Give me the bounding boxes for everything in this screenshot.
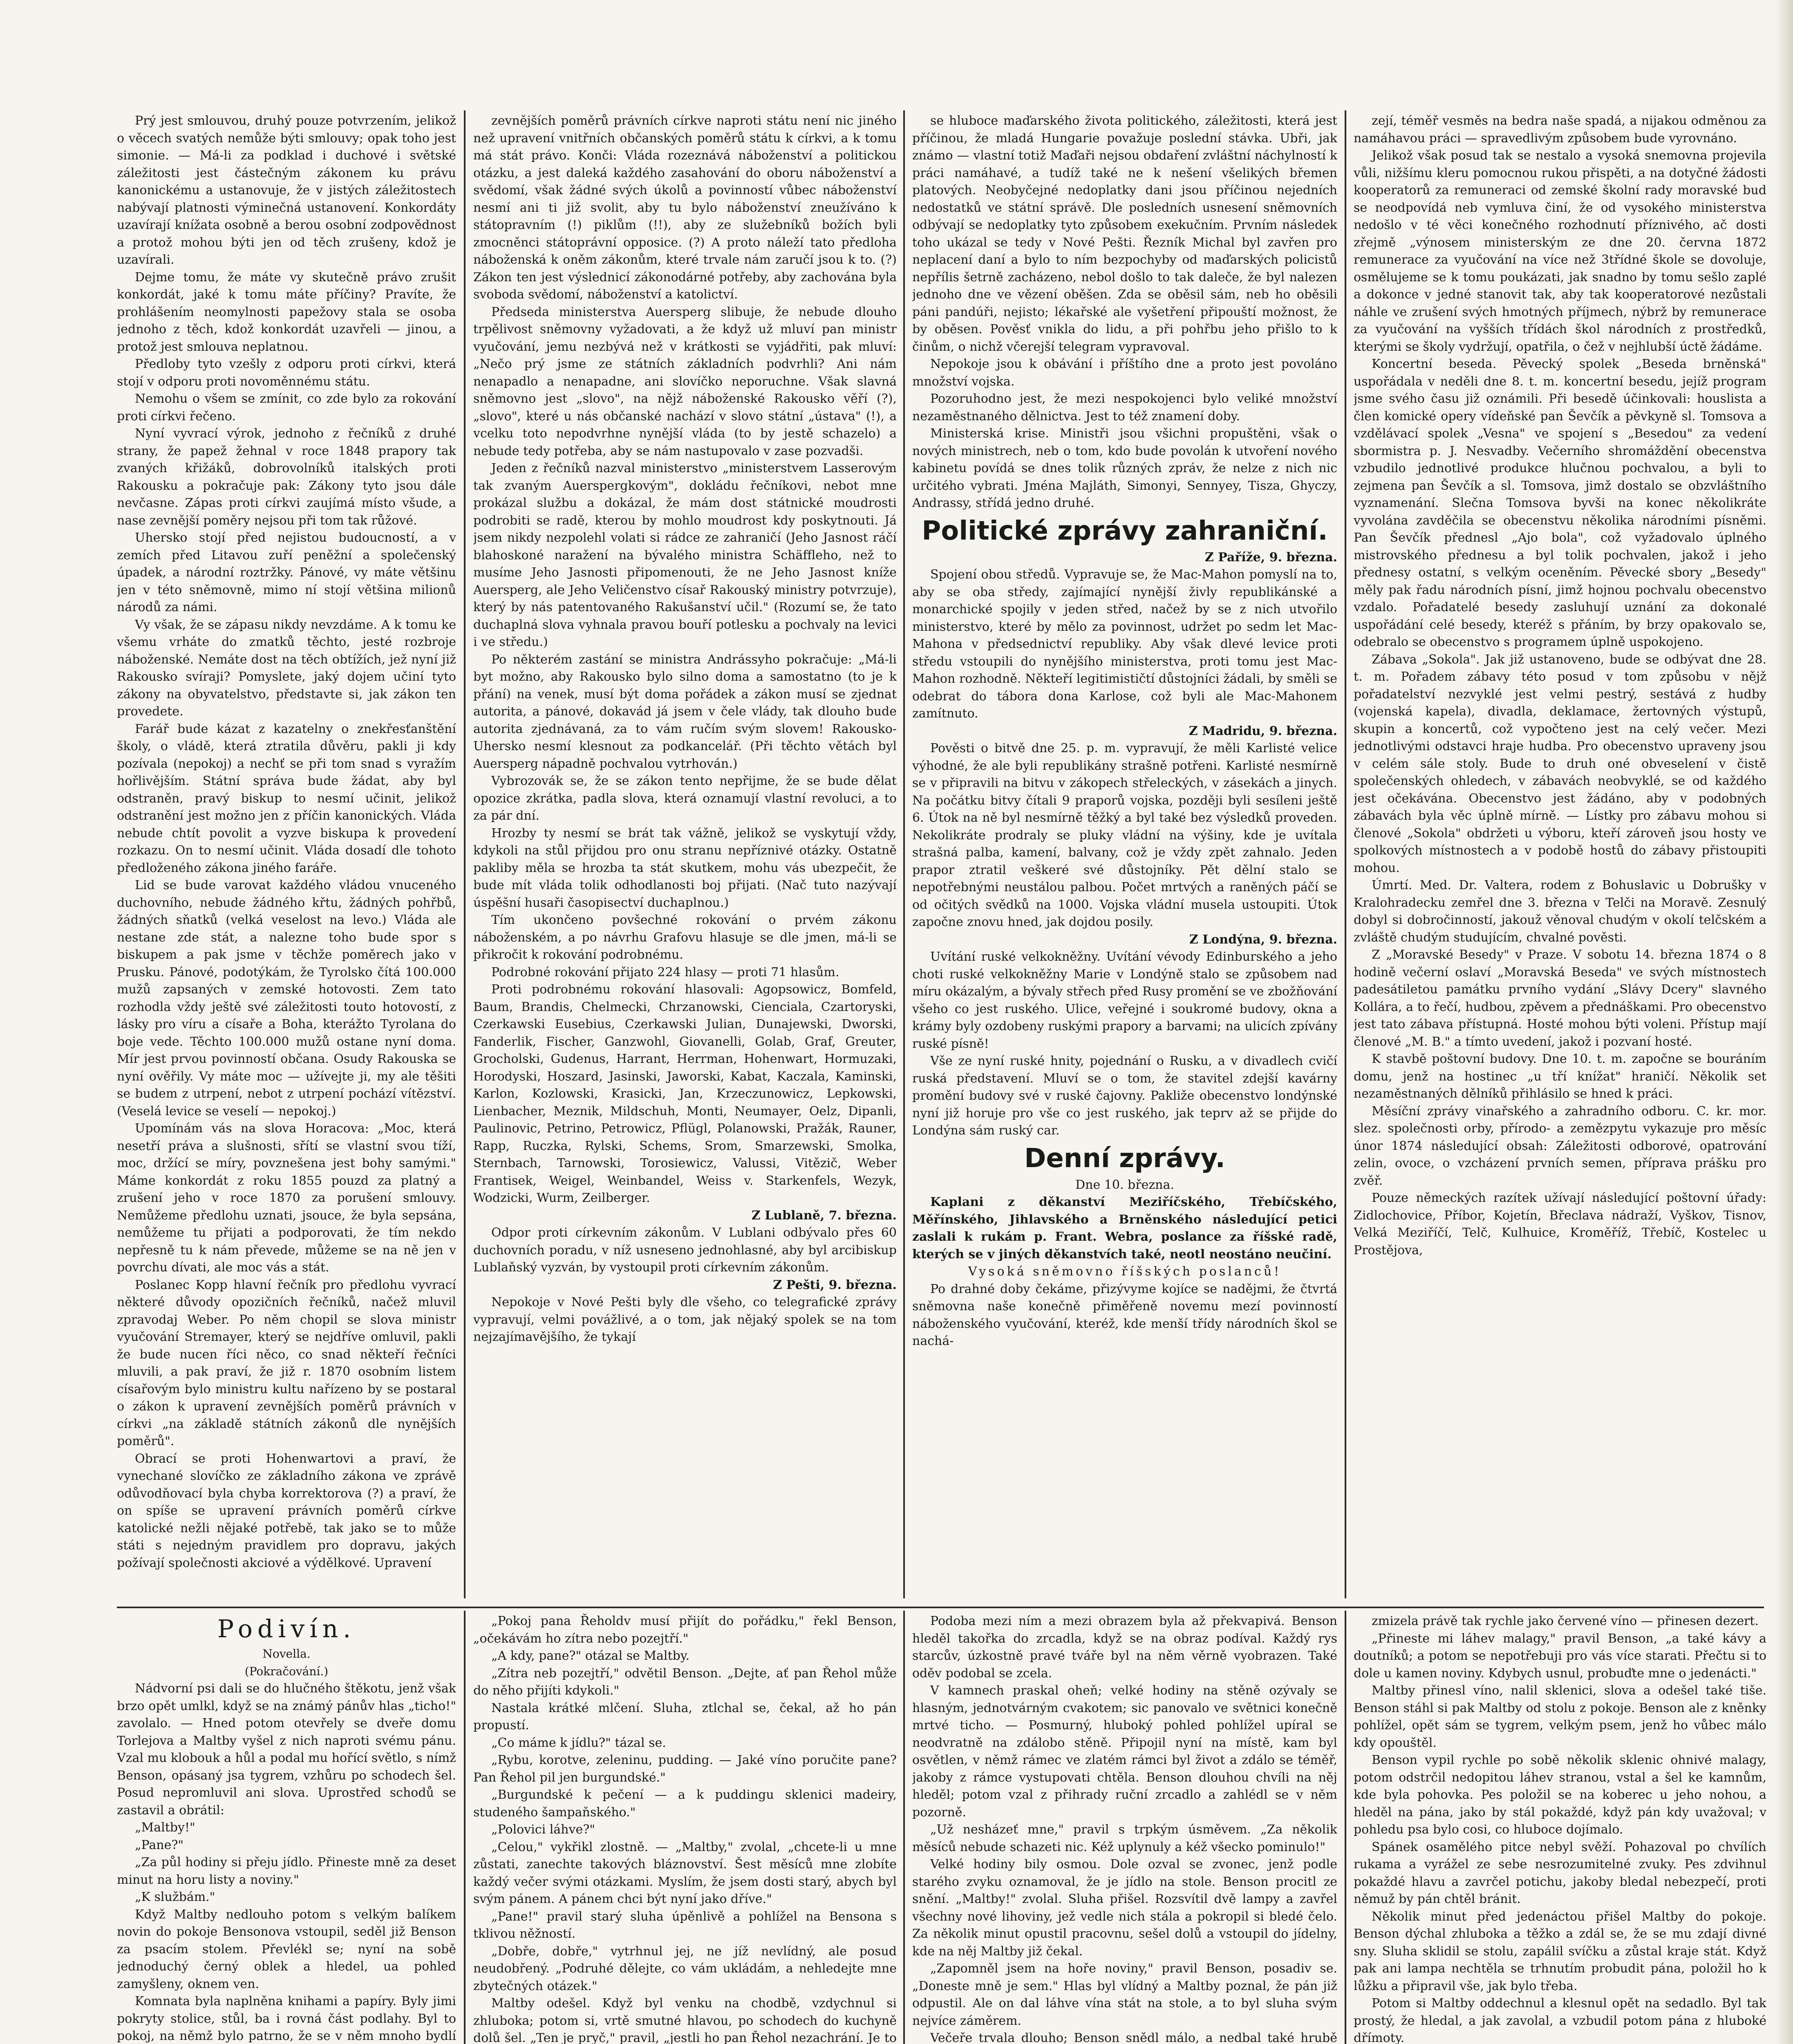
paragraph: „K službám." (135, 1890, 215, 1904)
paragraph: „A kdy, pane?" otázal se Maltby. (491, 1649, 690, 1663)
petition-salutation: Vysoká sněmovno říšských poslanců! (968, 1264, 1282, 1279)
column-rule (1345, 1611, 1346, 2044)
daily-news-headline: Denní zprávy. (1024, 1143, 1225, 1174)
feuilleton-divider (117, 1607, 1764, 1608)
paragraph: Velké hodiny bily osmou. Dole ozval se zvonec, jenž podle starého zvyku oznamoval, že je jídlo na stole. Benson procitl ze snění. „Maltby!" zvolal. Sluha přišel. Rozsvítil dvě lampy a zavřel všechny nové lihoviny, jež vedle nich stála a pokropil si bledé čelo. Za několik minut opustil pracovnu, sešel dolů a vstoupil do jídelny, kde na něj Maltby již čekal. (912, 1857, 1337, 1959)
paragraph: zejí, téměř vesměs na bedra naše spadá, a nijakou odměnou za namáhavou práci — spravedlivým způsobem bude vyrovnáno. (1354, 114, 1766, 146)
feuilleton-column-2 (473, 1613, 897, 2044)
page-edge-shadow (1775, 0, 1793, 2044)
foreign-news-headline: Politické zprávy zahraniční. (922, 515, 1328, 546)
paragraph: Nastala krátké mlčení. Sluha, ztlchal se, čekal, až ho pán propustí. (473, 1701, 897, 1732)
dateline-lublan: Z Lublaně, 7. března. (751, 1208, 897, 1223)
column-3 (912, 112, 1337, 1600)
paragraph: Když Maltby nedlouho potom s velkým balíkem novin do pokoje Bensonova vstoupil, seděl již Benson za psacím stolem. Převlékl se; nyní na sobě jednoduchý černý oblek a hledel, ua pohled zamyšleny, oknem ven. (117, 1907, 456, 1991)
paragraph: Maltby přinesl víno, nalil sklenici, slova a odešel také tiše. Benson stáhl si pak Maltby od stolu z pokoje. Benson ale z kněnky pohlížel, opět sám se tygrem, velkým psem, jenž ho vůbec málo kdy opouštěl. (1354, 1683, 1766, 1750)
paragraph: „Celou," vykřikl zlostně. — „Maltby," zvolal, „chcete-li u mne zůstati, zanechte takových bláznovství. Šest měsíců mne zlobíte každý večer svými otázkami. Myslím, že jsem dosti starý, abych byl svým pánem. A pánem chci být nyní jako dříve." (473, 1840, 897, 1906)
paragraph: „Za půl hodiny si přeju jídlo. Přineste mně za deset minut na horu listy a noviny." (117, 1855, 456, 1887)
paragraph: Odpor proti církevním zákonům. V Lublani odbývalo přes 60 duchovních poradu, v níž usneseno jednohlasné, aby byl arcibiskup Lublaňský vyzván, by vystoupil proti církevním zákonům. (473, 1226, 897, 1275)
paragraph: Několik minut před jedenáctou přišel Maltby do pokoje. Benson dýchal zhluboka a těžko a zdál se, že se mu zdají divné sny. Sluha sklidil se stolu, zapálil svíčku a zůstal kraje stát. Když pak ani lampa nechtěla se trhnutím probudit pána, položil ho k lůžku a připravil vše, jak bylo třeba. (1354, 1909, 1766, 1993)
paragraph: Nádvorní psi dali se do hlučného štěkotu, jenž však brzo opět umlkl, když se na známý pánův hlas „ticho!" zavolalo. — Hned potom otevřely se dveře domu Torlejova a Maltby vyšel z nich naproti svému pánu. Vzal mu klobouk a hůl a podal mu hořící světlo, s nímž Benson, opásaný jsa tygrem, vzhůru po schodech šel. Posud nepromluvil ani slova. Uprostřed schodů se zastavil a obrátil: (117, 1681, 456, 1818)
paragraph: Upomínám vás na slova Horacova: „Moc, která nesetří práva a slušnosti, sřítí se vlastní svou tíží, moc, držící se míry, povznešena jest bohy samými." Máme konkordát z roku 1855 pouzd za platný a zrušení jeho v roce 1870 za porušení smlouvy. Nemůžeme předlohu uznati, jsouce, že byla sepsána, nemůžeme tu přijati a podporovati, že tím nekdo nepřesně tu k nám převede, můžeme se na ně jen v povrchu dívati, ale moc vás a stát. (117, 1121, 456, 1275)
paragraph: „Pane?" (135, 1838, 184, 1852)
column-rule (903, 110, 905, 1598)
paragraph: Lid se bude varovat každého vládou vnuceného duchovního, nebude žádného křtu, žádných pohřbů, žádných sňatků (velká veselost na levo.) Vláda ale nestane zde stát, a nalezne toho bude spor s biskupem a pak jsme v těchže poměrech jako v Prusku. Pánové, podotýkám, že Tyrolsko čítá 100.000 mužů zapsaných v zemské hotovosti. Zem tato rozhodla vždy ještě své záležitosti touto hotovostí, z lásky pro víru a císaře a Boha, kterážto Tyrolana do boje vede. Těchto 100.000 mužů ostane nyní doma. Mír jest prvou povinností občana. Osudy Rakouska se nyní ověřily. Vy máte moc — užívejte ji, my ale těšiti se budem z utrpení, nebot z utrpení pochází vítězství. (Veselá levice se veselí — nepokoj.) (117, 878, 456, 1118)
paragraph: „Přineste mi láhev malagy," pravil Benson, „a také kávy a doutníků; a potom se nepotřebuji pro vás více starati. Přečtu si to dole u kamen noviny. Kdybych usnul, probuďte mne o jedenácti." (1354, 1631, 1766, 1681)
paragraph: Úmrtí. Med. Dr. Valtera, rodem z Bohuslavic u Dobrušky v Kralohradecku zemřel dne 3. března v Telči na Moravě. Zesnulý dobyl si dobročinností, jakouž věnoval chudým v okolí telčském a zvláště chudým studujícím, chvalné pověsti. (1354, 878, 1766, 945)
paragraph: Ministerská krise. Ministři jsou všichni propuštěni, však o nových ministrech, neb o tom, kdo bude povolán k utvoření nového kabinetu povídá se dnes tolik různých zpráv, že nelze z nich nic určitého vybrati. Jména Majláth, Simonyi, Sennyey, Tisza, Ghyczy, Andrassy, střídá jedno druhé. (912, 426, 1337, 510)
paragraph: „Zapomněl jsem na hoře noviny," pravil Benson, posadiv se. „Doneste mně je sem." Hlas byl vlídný a Maltby poznal, že pán již odpustil. Ale on dal láhve vína stát na stole, a to byl sluha svým nejvíce záměrem. (912, 1961, 1337, 2028)
paragraph: Kaplani z děkanství Meziříčského, Třebíčského, Měřínského, Jihlavského a Brněnského následující petici zaslali k rukám p. Frant. Webra, poslance za říšské radě, kterých se v jiných děkanstvích také, neotl neostáno neučiní. (912, 1195, 1337, 1262)
paragraph: Dejme tomu, že máte vy skutečně právo zrušit konkordát, jaké k tomu máte příčiny? Pravíte, že prohlášením neomylnosti papežovy stala se osoba jednoho z těch, kdož konkordát uzavřeli — jinou, a protož jest smlouva neplatnou. (117, 270, 456, 354)
paragraph: Vybrozovák se, že se zákon tento nepřijme, že se bude dělat opozice zkrátka, padla slova, která oznamují vlastní revoluci, a to za pár dní. (473, 774, 897, 823)
column-rule (464, 1611, 466, 2044)
paragraph: Poslanec Kopp hlavní řečník pro předlohu vyvrací některé důvody opozičních řečníků, načež mluvil zpravodaj Weber. Po něm chopil se slova ministr vyučování Stremayer, který se nejdříve omluvil, pakli že bude nucen říci něco, co snad někteří řečníci mluvili, a pak praví, že již r. 1870 osobním listem císařovým bylo ministru kultu nařízeno by se postaral o zákon k upravení zevnějších poměrů právních v církvi „na základě státních zákonů dle nynějších poměrů". (117, 1278, 456, 1448)
paragraph: Spojení obou středů. Vypravuje se, že Mac-Mahon pomyslí na to, aby se oba středy, zajímající nynější živly republikánské a monarchické spojily v jeden střed, načež by se z nich utvořilo ministerstvo, které by mělo za povinnost, udržet po sedm let Mac-Mahona v předsednictví republiky. Aby však dlevé levice proti středu vstoupili do nynějšího ministerstva, proti tomu jest Mac-Mahon rozhodně. Někteří legitimističtí důstojníci žádali, by směli se odebrat do tábora dona Karlose, což byli ale Mac-Mahonem zamítnuto. (912, 567, 1337, 721)
paragraph: Pozoruhodno jest, že mezi nespokojenci bylo veliké množství nezaměstnaného dělnictva. Jest to též znamení doby. (912, 392, 1337, 424)
paragraph: Vše ze nyní ruské hnity, pojednání o Rusku, a v divadlech cvičí ruská představení. Mluví se o tom, že stavitel zdejší kavárny promění budovy své v ruské čajovny. Pakliže obecenstvo londýnské nyní již horuje pro vše co jest ruského, jak teprv až se přijde do Londýna sám ruský car. (912, 1054, 1337, 1138)
feuilleton-continued: (Pokračování.) (244, 1664, 329, 1678)
daily-news-date: Dne 10. března. (1075, 1177, 1174, 1192)
paragraph: „Dobře, dobře," vytrhnul jej, ne jíž nevlídný, ale posud neudobřený. „Podruhé dělejte, co vám ukládám, a nehledejte mne zbytečných otázek." (473, 1944, 897, 1993)
paragraph: Komnata byla naplněna knihami a papíry. Byly jimi pokryty stolice, stůl, ba i rovná část podlahy. Byl to pokoj, na němž bylo patrno, že se v něm mnoho bydlí (117, 1994, 456, 2043)
paragraph: K stavbě poštovní budovy. Dne 10. t. m. započne se bouráním domu, jenž na hostinec „u tří knížat" hraničí. Několik set nezaměstnaných dělníků přihlásilo se hned k práci. (1354, 1052, 1766, 1101)
paragraph: Jelikož však posud tak se nestalo a vysoká snemovna projevila vůli, nižšímu kleru pomocnou rukou přispěti, a na dotyčné žádosti kooperatorů za remuneraci od zemské školní rady moravské bud se neodpovídá neb vymluva činí, že od vysokého ministerstva nedošlo v té věci konečného rozhodnutí příznivého, ač dosti zřejmě „výnosem ministerským ze dne 20. června 1872 remunerace za vyučování na více než 3třídné škole se dovoluje, osmělujeme se k tomu poukázati, jak snadno by tomu sešlo zaplé a dokonce v jedné stanovit tak, aby tak kooperatorové nezůstali náhle ve zrušení svých hmotných příjmech, nýbrž by remunerace za vyučování na vyšších třídách škol národních z prostředků, kterými se školy vydržují, opatřila, o čež v nejhlubší úctě žádáme. (1354, 148, 1766, 354)
paragraph: Pouze německých razítek užívají následující poštovní úřady: Zidlochovice, Příbor, Kojetín, Břeclava nádraží, Vyškov, Tisnov, Velká Meziříčí, Telč, Kulhuice, Kroměříž, Třebíč, Kostelec u Prostějova, (1354, 1191, 1766, 1257)
paragraph: V kamnech praskal oheň; velké hodiny na stěně ozývaly se hlasným, jednotvárným cvakotem; sic panovalo ve světnici konečně mrtvé ticho. — Posmurný, hluboký pohled pohlížel upíral se neodvratně na zdálobo stěně. Připojil nyní na místě, kam byl osvětlen, v němž rámec ve zlatém rámci byl život a zdálo se téměř, jakoby z rámce vystupovati chtěla. Benson dlouhou chvíli na něj hleděl; potom vzal z přihrady ruční zrcadlo a zahlédl se v něm pozorně. (912, 1683, 1337, 1820)
column-rule (903, 1611, 905, 2044)
paragraph: Předseda ministerstva Auersperg slibuje, že nebude dlouho trpělivost sněmovny vyžadovati, a že když už mluví pan ministr vyučování, jemu nezbývá než v krátkosti se vyjádřiti, pak mluví: „Nečo prý jsme ze státních základních podvrhli? Ani nám nenapadlo a nenapadne, ani slovíčko neporuchne. Však slavná sněmovno jest „slovo", na nějž náboženské Rakousko věří (?), „slovo", které u nás občanské nachází v slovo státní „ústava" (!), a vcelku toto nepodvrhne nynější vláda (to by jestě schazelo) a nebude tedy potřeba, aby se nám nastupovalo v zase pozvadši. (473, 305, 897, 458)
paragraph: se hluboce maďarského života politického, záležitosti, která jest příčinou, že mladá Hungarie považuje poslední stávka. Ubři, jak známo — vlastní totiž Maďaři nejsou obdaření zvláštní náchylností k práci namáhavé, a tudíž také ne k nešení všelikých břemen platových. Neobyčejné nedoplatky dani jsou příčinou nejedních nedostatků ve státní správě. Dle posledních usnesení sněmovních odbývají se nedoplatky tyto způsobem exekučním. Prvním následek toho ukázal se tedy v Nové Pešti. Řezník Michal byl zavřen pro neplacení daní a bylo to ním bezpochyby od maďarských policistů nepřílis šetrně zacházeno, nebol došlo to tak daleče, že byl nalezen jednoho dne ve vězení oběšen. Zda se oběsil sám, neb ho oběsili páni pandúři, nejisto; lékařské ale vyšetření připouští možnost, že by oběsen. Pověsť vnikla do lidu, a při pohřbu jeho přišlo to k činům, o nichž včerejší telegram vypravoval. (912, 114, 1337, 354)
paragraph: Zábava „Sokola". Jak již ustanoveno, bude se odbývat dne 28. t. m. Pořadem zábavy této posud v tom způsobu v nějž pořadatelství nezvyklé jest velmi pestrý, sestává z hudby (vojenská kapela), divadla, deklamace, žertovných výstupů, skupin a koncertů, což vypočteno jest na celý večer. Mezi jednotlivými odstavci hraje hudba. Pro obecenstvo upraveny jsou v celém sále stoly. Bude to druh oné obveselení v čistě společenských ohledech, v zábavách neobvyklé, se od každého jest očekávána. Obecenstvo jest žádáno, aby v podobných zábavách byla věc úplně mírně. — Lístky pro zábavu mohou si členové „Sokola" obdržeti u výboru, kteří zároveň jsou hosty ve spolkových místnostech a v podobě hostů do zábavy přistoupiti mohou. (1354, 652, 1766, 875)
paragraph: „Pane!" pravil starý sluha úpěnlivě a pohlížel na Bensona s tklivou něžností. (473, 1909, 897, 1941)
paragraph: Jeden z řečníků nazval ministerstvo „ministerstvem Lasserovým tak zvaným Auerspergkovým", dokládu řečníkovi, nebot mne prokázal službu a dokázal, že mám dost státnické moudrosti podrobiti se radě, kterou by mohlo moudrost kdy poskytnouti. Já jsem nikdy nezpolehl volati si rádce ze zahraničí (Jeho Jasnost ráčí blahoskoné naražení na bývalého ministra Schäffleho, než to musíme Jeho Jasnosti připomenouti, že ne Jeho Jasnost kníže Auersperg, ale Jeho Veličenstvo císař Rakouský ministry potvrzuje), který by nás patentovaného Rakušanství učil." (Rozumí se, že tato duchaplná slova vyhnala pravou bouří potlesku a pochvaly na levici i ve středu.) (473, 461, 897, 649)
paragraph: „Zítra neb pozejtří," odvětil Benson. „Dejte, ať pan Řehol může do něho přijíti kdykoli." (473, 1666, 897, 1698)
dateline-london: Z Londýna, 9. března. (1189, 932, 1337, 947)
feuilleton-column-3 (912, 1613, 1337, 2044)
paragraph: „Maltby!" (135, 1820, 195, 1835)
paragraph: Tím ukončeno povšechné rokování o prvém zákonu náboženském, a po návrhu Grafovu hlasuje se dle jmen, má-li se přikročit k rokování podrobnému. (473, 913, 897, 962)
dateline-pest: Z Pešti, 9. března. (773, 1278, 897, 1292)
paragraph: Koncertní beseda. Pěvecký spolek „Beseda brněnská" uspořádala v neděli dne 8. t. m. koncertní besedu, jejíž program jsme svého času již oznámili. Při besedě účinkovali: houslista a člen komické opery vídeňské pan Ševčík a pěvkyně sl. Tomsova a vzdělávací spolek „Vesna" ve spojení s „Besedou" za vedení sbormistra p. J. Nesvadby. Večerního shromáždění obecenstva vzbudilo jednotlivé produkce hlučnou pochvalou, a byli to zejmena pan Ševčík a sl. Tomsova, jimž dostalo se obzvláštního vyznamenání. Slečna Tomsova byvši na konec několikráte vyvolána zavděčila se obecenstvu několika národními písněmi. Pan Ševčík přednesl „Ajo bola", což vyžadovalo úplného mistrovského přednesu a byl tolik pochvalen, jakož i jeho přednesy ostatní, s velkým oceněním. Pěvecké sbory „Besedy" měly pak řadu národních písní, jimž hojnou pochvalu obecenstvo vzdalo. Pořadatelé besedy zasluhují uznání za dokonalé uspořádání celé besedy, kteréž s přáním, by brzy opakovalo se, odebralo se obecenstvo s programem úplně uspokojeno. (1354, 357, 1766, 649)
feuilleton-title: Podivín. (217, 1615, 356, 1643)
paragraph: Po některém zastání se ministra Andrássyho pokračuje: „Má-li byt možno, aby Rakousko bylo silno doma a samostatno (to je k přání) na venek, musí být doma pořádek a zákon musí se zjednat autorita, a pánové, dokavád já jsem v čele vlády, tak dlouho bude autorita zjednávaná, za to vám ručím svým slovem! Rakousko-Uhersko nesmí klesnout za podkancelář. (Při těchto větách byl Auersperg nápadně pochvalou vytrhován.) (473, 652, 897, 771)
paragraph: „Rybu, korotve, zeleninu, pudding. — Jaké víno poručite pane? Pan Řehol pil jen burgundské." (473, 1753, 897, 1785)
paragraph: Prý jest smlouvou, druhý pouze potvrzením, jelikož o věcech svatých nemůže býti smlouvy; opak toho jest simonie. — Má-li za podklad i duchové i světské záležitosti jest částečným zákonem ku právu kanonickému a ustanovuje, že v jistých záležitostech nabývají platnosti výminečná ustanovení. Konkordáty uzavírají knížata osobně a berou osobní zodpovědnost a protož mohou býti jen od těch zrušeny, kdož je uzavírali. (117, 114, 456, 267)
column-rule (1345, 110, 1346, 1598)
paragraph: Uvítání ruské velkokněžny. Uvítání vévody Edinburského a jeho choti ruské velkokněžny Marie v Londýně stalo se způsobem nad míru okázalým, a bývaly střech před Rusy promění se ve zbožňování všeho co jest ruského. Ulice, veřejné i soukromé budovy, okna a krámy byly ozdobeny ruskými prapory a barvami; na ulicích zpívány ruské písně! (912, 950, 1337, 1051)
paragraph: Obrací se proti Hohenwartovi a praví, že vynechané slovíčko ze základního zákona ve zprávě odůvodňovací byla chyba korrektorova (?) a praví, že on spíše se upravení právních poměrů církve katolické nežli nějaké potřebě, tak jako se to může státi s nejedným pravidlem pro dopravu, jakých požívají společnosti akciové a výdělkové. Upravení (117, 1451, 456, 1570)
paragraph: Nepokoje jsou k obávání i příštího dne a proto jest povoláno množství vojska. (912, 357, 1337, 389)
dateline-madrid: Z Madridu, 9. března. (1189, 724, 1337, 738)
paragraph: Vy však, že se zápasu nikdy nevzdáme. A k tomu ke všemu vrháte do zmatků těchto, jesté rozbroje náboženské. Nemáte dost na těch obtížích, jež nyní již Rakousko svíraji? Pomyslete, jaký dojem učiní tyto zákony na obyvatelstvo, představte si, jak zákon ten provedete. (117, 617, 456, 719)
paragraph: Večeře trvala dlouho; Benson snědl málo, a nedbal také hrubě (930, 2031, 1337, 2044)
paragraph: „Už nesházeť mne," pravil s trpkým úsměvem. „Za několik měsíců nebude schazeti nic. Kéž uplynuly a kéž všecko pominulo!" (912, 1822, 1337, 1854)
paragraph: Pověsti o bitvě dne 25. p. m. vypravují, že měli Karlisté velice výhodné, že ale byli republikány strašně potřeni. Karlisté nesmírně se v připravili na bitvu v zákopech střeleckých, v zásekách a jinych. Na počátku bitvy čítali 9 praporů vojska, později byli sesíleni ještě 6. Útok na ně byl nesmírně těžký a byl také bez výsledků proveden. Nekolikráte prodraly se pluky vládní na výšiny, kde je uvítala strašná palba, kamení, balvany, což je vždy zpět zahnalo. Jeden prapor ztratil veškeré své důstojníky. Pět dělní stalo se nepotřebnými neustálou palbou. Počet mrtvých a raněných páčí se od očitých svědků na 1000. Vojska vládní musela ustoupiti. Útok započne znovu hned, jak dojdou posily. (912, 741, 1337, 929)
paragraph: „Polovici láhve?" (491, 1822, 595, 1837)
paragraph: Nepokoje v Nové Pešti byly dle všeho, co telegrafické zprávy vypravují, velmi povážlivé, a o tom, jak nějaký spolek se na tom nejzajímavějšího, že tykají (473, 1295, 897, 1344)
paragraph: Měsíční zprávy vinařského a zahradního odboru. C. kr. mor. slez. společnosti orby, přírodo- a zemězpytu vykazuje pro měsíc únor 1874 následující obsah: Záležitosti odborové, opatrování zelin, ovoce, o vzcházení prvních semen, příprava prášku pro zvěř. (1354, 1104, 1766, 1188)
paragraph: Z „Moravské Besedy" v Praze. V sobotu 14. března 1874 o 8 hodině večerní oslaví „Moravská Beseda" ve svých místnostech padesátiletou památku prvního vydání „Slávy Dcery" slavného Kollára, a to řečí, hudbou, zpěvem a přednáškami. Pro obecenstvo jest tato zábava přístupná. Hosté mohou býti voleni. Přístup mají členové „M. B." a tímto uvedení, jakož i pozvaní hosté. (1354, 948, 1766, 1049)
dateline-paris: Z Paříže, 9. března. (1204, 550, 1337, 565)
paragraph: Podrobné rokování přijato 224 hlasy — proti 71 hlasům. (491, 965, 839, 979)
paragraph: Nyní vyvrací výrok, jednoho z řečníků z druhé strany, že papež žehnal v roce 1848 prapory tak zvaných křižáků, dobrovolníků italských proti Rakousku a pokračuje pak: Zákony tyto jsou dále nevčasne. Zápas proti církvi zaujímá místo všude, a nase zevnější poměry nejsou při tom tak růžové. (117, 426, 456, 528)
paragraph: „Burgundské k pečení — a k puddingu sklenici madeiry, studeného šampaňského." (473, 1788, 897, 1820)
paragraph: zmizela právě tak rychle jako červené víno — přinesen dezert. (1372, 1614, 1759, 1628)
column-4 (1354, 112, 1766, 1600)
paragraph: Předloby tyto vzešly z odporu proti církvi, která stojí v odporu proti novoměnnému státu. (117, 357, 456, 389)
paragraph: Proti podrobnému rokování hlasovali: Agopsowicz, Bomfeld, Baum, Brandis, Chelmecki, Chrzanowski, Cienciala, Czartoryski, Czerkawski Eusebius, Czerkawski Julian, Dunajewski, Dworski, Fanderlik, Fischer, Ganzwohl, Giovanelli, Golab, Graf, Greuter, Grocholski, Gudenus, Harrant, Herrman, Hohenwart, Hormuzaki, Horodyski, Hoszard, Jasinski, Jaworski, Kabat, Kaczala, Kaminski, Karlon, Kozlowski, Krasicki, Jan, Krzeczunowicz, Lepkowski, Lienbacher, Meznik, Mildschuh, Monti, Neumayer, Oelz, Dipanli, Paulinovic, Petrino, Petrowicz, Pflügl, Polanowski, Pražák, Rauner, Rapp, Ruczka, Rylski, Schems, Srom, Smarzewski, Smolka, Sternbach, Tarnowski, Torosiewicz, Valussi, Vitězič, Weber Frantisek, Weigel, Weinbandel, Weiss v. Starkenfels, Wezyk, Wodzicki, Wurm, Zeilberger. (473, 982, 897, 1205)
paragraph: Podoba mezi ním a mezi obrazem byla až překvapivá. Benson hleděl takořka do zrcadla, když se na obraz podíval. Každý rys starcův, úzkostně pravé tváře byl na něm věrně vyobrazen. Také oděv podobal se zcela. (912, 1614, 1337, 1681)
paragraph: Nemohu o všem se zmínit, co zde bylo za rokování proti církvi řečeno. (117, 392, 456, 424)
paragraph: „Co máme k jídlu?" tázal se. (491, 1735, 666, 1750)
feuilleton-column-1 (117, 1613, 456, 2044)
paragraph: Uhersko stojí před nejistou budoucností, a v zemích před Litavou zuří peněžní a společenský úpadek, a národní roztržky. Pánové, vy máte většinu jen v této sněmovně, mimo ní stojí většina milionů národů za námi. (117, 531, 456, 614)
paragraph: Maltby odešel. Když byl venku na chodbě, vzdychnul si zhluboka; potom si, vrtě smutné hlavou, po schodech do kuchyně dolů šel. „Ten je pryč," pravil, „jestli ho pan Řehol nezachrání. Je to (473, 1996, 897, 2044)
paragraph: Potom si Maltby oddechnul a klesnul opět na sedadlo. Byl tak prostý, že hledal, a jak zavolal, a vzbudil potom pána z hluboké dřímoty. (1354, 1996, 1766, 2044)
paragraph: „Pokoj pana Řeholdv musí přijít do pořádku," řekl Benson, „očekávám ho zítra nebo pozejtří." (473, 1614, 897, 1646)
paragraph: Farář bude kázat z kazatelny o znekřesťanštění školy, o vládě, která ztratila důvěru, pakli ji kdy pozívala (nepokoj) a nechť se při tom snad s vyražím hořlivějším. Státní správa bude žádat, aby byl odstraněn, pravý biskup to nesmí učinit, jelikož odstranění jest možno jen z příčin kanonických. Vláda nebude chtít povolit a vyzve biskupa k provedení rozkazu. On to nesmí učinit. Vláda dosadí dle tohoto předloženého zákona jiného faráře. (117, 722, 456, 875)
paragraph: zevnějších poměrů právních církve naproti státu není nic jiného než upravení vnitřních občanských poměrů státu k církvi, a k tomu má stát právo. Konči: Vláda rozeznává náboženství a politickou otázku, a jest daleká každého zasahování do oboru náboženství a svědomí, však žádné svých úkolů a povinností vůbec náboženství nesmí ani ti již svolit, aby tu bylo náboženství zneužíváno k státopravním (!) piklům (!!), aby ze služebníků božích byli zmocněnci státoprávní opposice. (?) A proto náleží tato předloha náboženská k oněm zákonům, které trvale nám zaručí jsou k to. (?) Zákon ten jest výslednicí zákonodárné potřeby, aby zachována byla svoboda svědomí, náboženství a katolictví. (473, 114, 897, 302)
column-1 (117, 112, 456, 1600)
paragraph: Benson vypil rychle po sobě několik sklenic ohnivé malagy, potom odstrčil nedopitou láhev stranou, vstal a šel ke kamnům, kde byla pohovka. Pes položil se na koberec u jeho nohou, a hleděl na pána, jako by stál pokaždé, když pán kdy uvažoval; v pohledu psa bylo cosi, co hluboce dojímalo. (1354, 1753, 1766, 1837)
column-2 (473, 112, 897, 1600)
column-rule (464, 110, 466, 1598)
paragraph: Hrozby ty nesmí se brát tak vážně, jelikož se vyskytují vždy, kdykoli na stůl přijdou pro onu stranu nepříznivé otázky. Ostatně pakliby měla se hrozba ta stát skutkem, mohu vás ubezpečit, že bude mít vláda tolik odhodlanosti boj přijati. (Nač tuto nazývají úspěšní husaři časopisectví duchaplnou.) (473, 826, 897, 910)
paragraph: Spánek osamělého pitce nebyl svěží. Pohazoval po chvílích rukama a vyrážel ze sebe nesrozumitelné zvuky. Pes zdvihnul pokaždé hlavu a zavrčel potichu, jakoby bledal nebezpečí, proti němuž by pán chtěl bránit. (1354, 1840, 1766, 1906)
paragraph: Po drahné doby čekáme, přizývyme kojíce se nadějmi, že čtvrtá sněmovna naše konečně přiměřeně novemu mezí povinností náboženského vyučování, kteréž, kde menší třídy národních škol se nachá- (912, 1282, 1337, 1348)
feuilleton-column-4 (1354, 1613, 1766, 2044)
feuilleton-subtitle: Novella. (262, 1647, 311, 1661)
